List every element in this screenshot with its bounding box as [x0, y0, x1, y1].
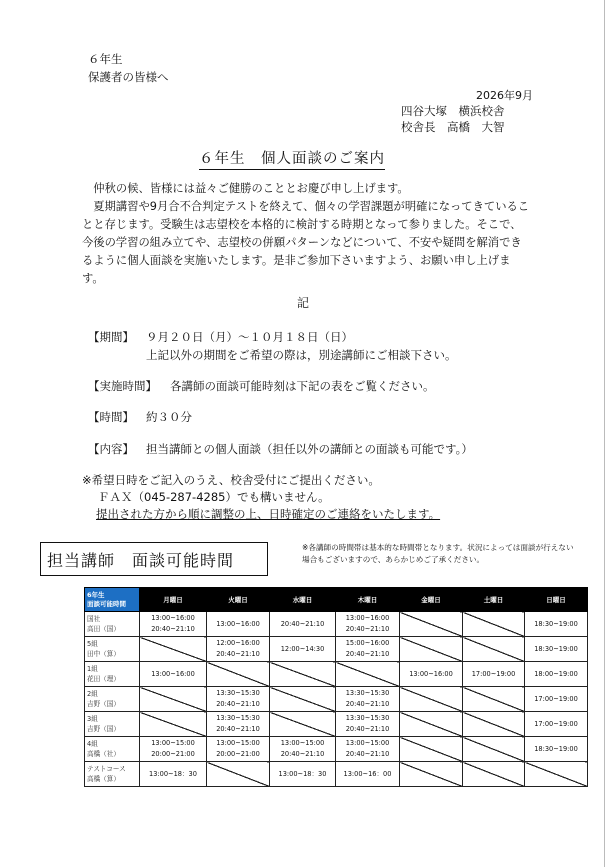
teacher-name-cell: 国社 高田（国）	[85, 612, 140, 637]
time-slot-cell: 18:30~19:00	[525, 612, 588, 637]
time-slot-cell: 13:00~15:00 20:00~21:00	[140, 737, 207, 762]
table-row	[85, 762, 588, 787]
unavailable-cell	[140, 637, 207, 662]
teacher-name-cell: テストコース 高橋（算）	[85, 762, 140, 787]
addressee-line: 保護者の皆様へ	[88, 70, 169, 84]
unavailable-cell	[400, 687, 463, 712]
teacher-name-cell: 5組 田中（算）	[85, 637, 140, 662]
time-slot-cell: 13:30~15:30 20:40~21:10	[336, 712, 400, 737]
day-header: 火曜日	[207, 588, 270, 612]
unavailable-cell	[463, 737, 525, 762]
unavailable-cell	[207, 662, 270, 687]
day-header: 金曜日	[400, 588, 463, 612]
period-key: 【期間】	[88, 330, 134, 344]
table-row	[85, 712, 588, 737]
grade-line: ６年生	[88, 52, 123, 66]
unavailable-cell	[463, 712, 525, 737]
intro-paragraph: 夏期講習や9月合不合判定テストを終えて、個々の学習課題が明確になってきていることと存じます。受験生は志望校を本格的に検討する時期となって参りました。そこで、今後の学習の組み立てや、志望校の併願パターンなどについて、不安や疑問を解消できるように個人面談を実施いたします。是非ご参加下さいますよう、お願い申し上げます。	[82, 200, 530, 285]
principal-name: 校舎長 高橋 大智	[401, 120, 505, 134]
content-item	[88, 441, 473, 457]
unavailable-cell	[270, 687, 336, 712]
time-slot-cell: 15:00~16:00 20:40~21:10	[336, 637, 400, 662]
unavailable-cell	[400, 612, 463, 637]
time-slot-cell: 13:00~15:00 20:40~21:10	[336, 737, 400, 762]
greeting-body	[82, 180, 532, 288]
time-slot-cell: 13:00~18：30	[270, 762, 336, 787]
day-header: 木曜日	[336, 588, 400, 612]
time-slot-cell: 13:00~16：00	[336, 762, 400, 787]
time-slot-cell: 12:00~14:30	[270, 637, 336, 662]
unavailable-cell	[400, 762, 463, 787]
schedule-title: 担当講師 面談可能時間	[40, 542, 268, 576]
time-slot-cell: 13:00~16:00 20:40~21:10	[140, 612, 207, 637]
unavailable-cell	[463, 637, 525, 662]
table-row	[85, 737, 588, 762]
time-slot-cell: 13:00~15:00 20:00~21:00	[207, 737, 270, 762]
unavailable-cell	[270, 662, 336, 687]
table-row	[85, 687, 588, 712]
unavailable-cell	[463, 762, 525, 787]
unavailable-cell	[525, 762, 588, 787]
period-item	[88, 329, 353, 345]
time-item	[88, 378, 435, 394]
page-title: ６年生 個人面談のご案内	[199, 147, 385, 170]
school-name: 四谷大塚 横浜校舎	[401, 104, 505, 118]
period-value: ９月２０日（月）～１０月１８日（日）	[146, 330, 353, 344]
time-key: 【実施時間】	[88, 379, 157, 393]
teacher-name-cell: 3組 吉野（国）	[85, 712, 140, 737]
content-key: 【内容】	[88, 442, 134, 456]
day-header: 水曜日	[270, 588, 336, 612]
note-line-3: 提出された方から順に調整の上、日時確定のご連絡をいたします。	[96, 507, 441, 521]
unavailable-cell	[336, 662, 400, 687]
day-header: 月曜日	[140, 588, 207, 612]
time-slot-cell: 13:00~16:00	[400, 662, 463, 687]
unavailable-cell	[140, 712, 207, 737]
time-slot-cell: 13:30~15:30 20:40~21:10	[336, 687, 400, 712]
note-line-2: ＦＡＸ（045-287-4285）でも構いません。	[98, 490, 330, 504]
unavailable-cell	[400, 637, 463, 662]
time-slot-cell: 20:40~21:10	[270, 612, 336, 637]
schedule-table	[84, 587, 588, 787]
unavailable-cell	[400, 737, 463, 762]
ki-heading: 記	[297, 296, 310, 310]
day-header: 土曜日	[463, 588, 525, 612]
time-slot-cell: 13:00~15:00 20:40~21:10	[270, 737, 336, 762]
duration-value: 約３０分	[146, 410, 192, 424]
teacher-name-cell: 2組 吉野（国）	[85, 687, 140, 712]
schedule-note: ※各講師の時間帯は基本的な時間帯となります。状況によっては面談が行えない場合もございますので、あらかじめご了承ください。	[302, 543, 574, 564]
time-slot-cell: 17:00~19:00	[525, 687, 588, 712]
content-value: 担当講師との個人面談（担任以外の講師との面談も可能です。）	[146, 442, 473, 456]
time-slot-cell: 18:00~19:00	[525, 662, 588, 687]
unavailable-cell	[463, 687, 525, 712]
time-slot-cell: 12:00~16:00 20:40~21:10	[207, 637, 270, 662]
period-note: 上記以外の期間をご希望の際は，別途講師にご相談下さい。	[146, 348, 457, 362]
time-slot-cell: 13:00~16:00	[140, 662, 207, 687]
teacher-name-cell: 1組 花田（理）	[85, 662, 140, 687]
table-row	[85, 637, 588, 662]
table-row	[85, 662, 588, 687]
time-slot-cell: 13:00~16:00 20:40~21:10	[336, 612, 400, 637]
note-line-1: ※希望日時をご記入のうえ、校舎受付にご提出ください。	[82, 473, 380, 487]
time-slot-cell: 18:30~19:00	[525, 637, 588, 662]
greeting-paragraph: 仲秋の候、皆様には益々ご健勝のこととお慶び申し上げます。	[82, 182, 409, 195]
time-slot-cell: 17:00~19:00	[525, 712, 588, 737]
time-value: 各講師の面談可能時刻は下記の表をご覧ください。	[170, 379, 435, 393]
duration-item	[88, 409, 192, 425]
issue-date: 2026年9月	[476, 89, 533, 102]
corner-cell: 6年生 面談可能時間	[85, 588, 140, 612]
table-row	[85, 612, 588, 637]
time-slot-cell: 18:30~19:00	[525, 737, 588, 762]
time-slot-cell: 13:30~15:30 20:40~21:10	[207, 687, 270, 712]
unavailable-cell	[270, 712, 336, 737]
unavailable-cell	[207, 762, 270, 787]
unavailable-cell	[400, 712, 463, 737]
day-header: 日曜日	[525, 588, 588, 612]
table-header-row	[85, 588, 588, 612]
time-slot-cell: 13:00~16:00	[207, 612, 270, 637]
time-slot-cell: 13:00~18：30	[140, 762, 207, 787]
teacher-name-cell: 4組 高橋（社）	[85, 737, 140, 762]
time-slot-cell: 17:00~19:00	[463, 662, 525, 687]
time-slot-cell: 13:30~15:30 20:40~21:10	[207, 712, 270, 737]
unavailable-cell	[463, 612, 525, 637]
unavailable-cell	[140, 687, 207, 712]
duration-key: 【時間】	[88, 410, 134, 424]
